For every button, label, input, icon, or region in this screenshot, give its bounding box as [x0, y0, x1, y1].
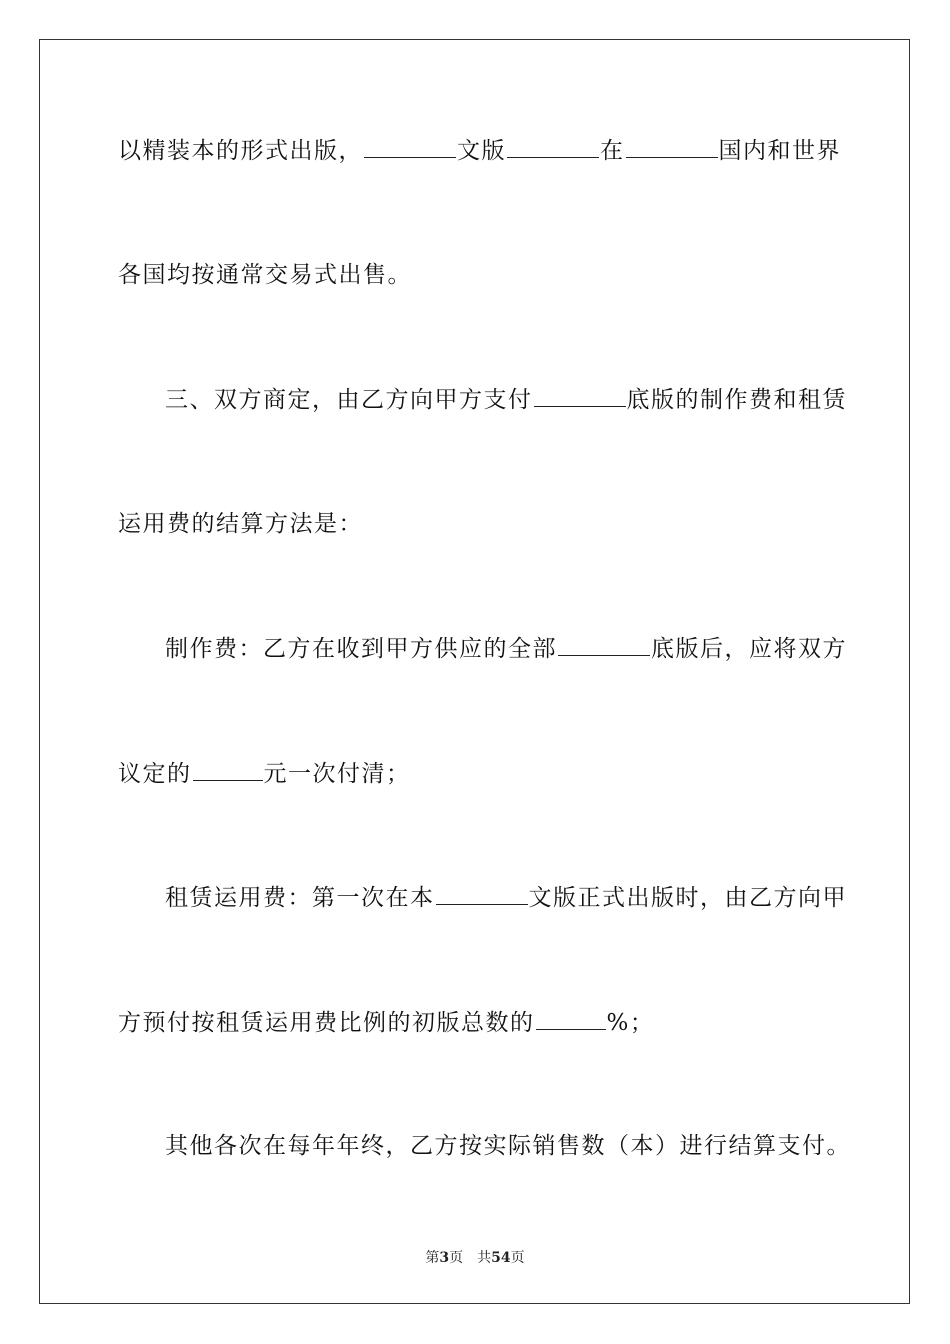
- text-segment: 制作费：乙方在收到甲方供应的全部: [165, 636, 557, 662]
- text-segment: 底版后，应将双方: [651, 636, 847, 662]
- fill-blank: [436, 882, 528, 905]
- total-prefix: 共: [477, 1250, 492, 1266]
- text-segment: 元一次付清；: [263, 761, 411, 787]
- text-segment: 议定的: [118, 761, 192, 787]
- paragraph-5-line-1: [165, 1131, 851, 1161]
- page-suffix: 页: [449, 1250, 464, 1266]
- paragraph-2-line-1: [165, 384, 847, 415]
- text-segment: 文版正式出版时，由乙方向甲: [528, 885, 847, 911]
- text-segment: 其他各次在每年年终，乙方按实际销售数（本）进行结算支付。: [165, 1133, 851, 1159]
- fill-blank: [534, 384, 626, 407]
- text-segment: 各国均按通常交易式出售。: [118, 262, 412, 288]
- paragraph-4-line-1: [165, 882, 847, 913]
- fill-blank: [507, 135, 599, 158]
- text-segment: 方预付按租赁运用费比例的初版总数的: [118, 1010, 535, 1036]
- text-segment: 底版的制作费和租赁: [626, 387, 847, 413]
- paragraph-1-line-2: [118, 260, 832, 290]
- page-number: 3: [439, 1250, 450, 1266]
- text-segment: 以精装本的形式出版，: [118, 138, 363, 164]
- total-pages: 54: [491, 1250, 511, 1266]
- fill-blank: [193, 758, 263, 781]
- page-prefix: 第: [425, 1250, 440, 1266]
- fill-blank: [364, 135, 456, 158]
- fill-blank: [626, 135, 718, 158]
- total-suffix: 页: [510, 1250, 525, 1266]
- paragraph-1-line-1: [118, 135, 841, 166]
- text-segment: 三、双方商定，由乙方向甲方支付: [165, 387, 533, 413]
- fill-blank: [558, 633, 650, 656]
- page-footer: [0, 1247, 950, 1267]
- text-segment: 国内和世界: [718, 138, 841, 164]
- page-frame: [39, 39, 910, 1304]
- paragraph-3-line-1: [165, 633, 847, 664]
- fill-blank: [536, 1007, 606, 1030]
- text-segment: 在: [600, 138, 625, 164]
- text-segment: 文版: [457, 138, 506, 164]
- paragraph-4-line-2: [118, 1007, 832, 1038]
- paragraph-2-line-2: [118, 509, 832, 539]
- text-segment: 运用费的结算方法是：: [118, 511, 363, 537]
- text-segment: %；: [606, 1010, 655, 1036]
- text-segment: 租赁运用费：第一次在本: [165, 885, 435, 911]
- paragraph-3-line-2: [118, 758, 832, 789]
